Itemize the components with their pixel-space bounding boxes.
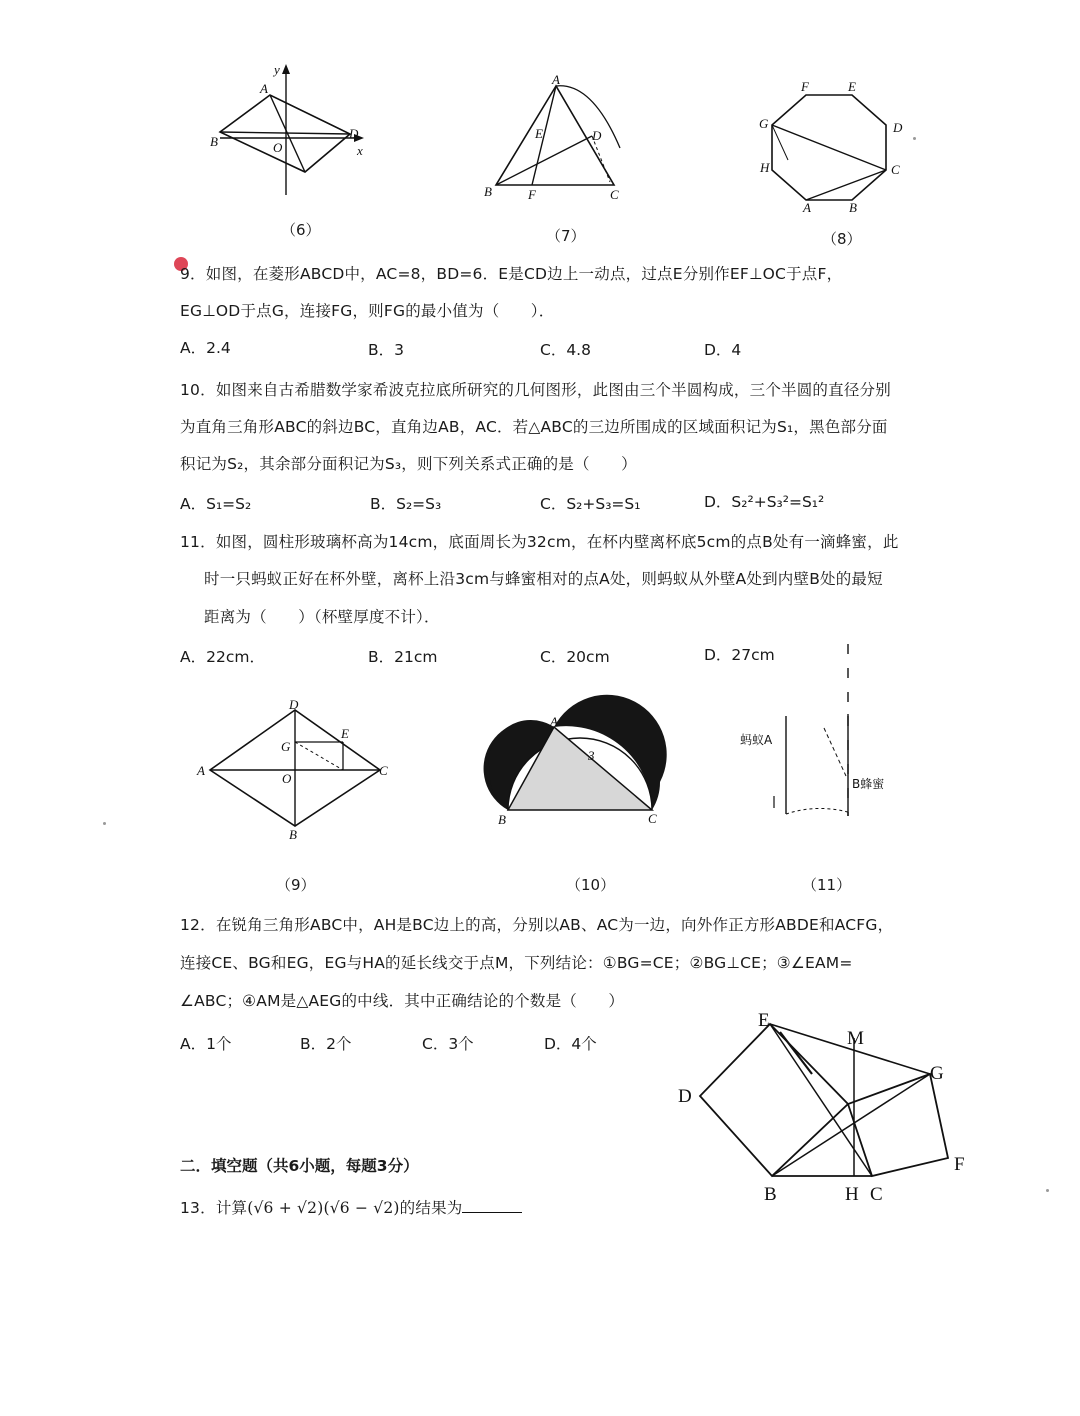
segment-fg xyxy=(295,742,343,770)
label-d: D xyxy=(289,697,299,712)
label-f: F xyxy=(801,79,809,94)
label-f: F xyxy=(954,1154,965,1175)
q13-prefix: 13．计算 xyxy=(180,1199,248,1217)
label-c: C xyxy=(870,1184,883,1205)
label-c: C xyxy=(648,811,657,826)
label-a: A xyxy=(260,81,268,96)
q12-line3: ∠ABC；④AM是△AEG的中线．其中正确结论的个数是（ ） xyxy=(180,992,625,1010)
caption-9: （9） xyxy=(276,876,316,894)
label-e: E xyxy=(341,726,349,741)
speck xyxy=(913,137,916,140)
label-b: B xyxy=(210,134,218,149)
figure-11-svg xyxy=(736,636,906,826)
label-c: C xyxy=(610,187,619,202)
figure-8-svg xyxy=(750,78,920,218)
label-x: x xyxy=(357,143,363,158)
figure-10-svg xyxy=(482,712,672,832)
label-a: A xyxy=(197,763,205,778)
speck xyxy=(103,822,106,825)
q12-option-c: C．3个 xyxy=(422,1035,474,1053)
label-g: G xyxy=(759,116,769,131)
q12-option-d: D．4个 xyxy=(544,1035,597,1053)
caption-7: （7） xyxy=(546,227,586,245)
label-e: E xyxy=(535,126,543,141)
cup-bottom xyxy=(786,808,848,814)
q11-option-d: D．27cm xyxy=(704,646,775,664)
label-h: H xyxy=(760,160,770,175)
label-e: E xyxy=(848,79,856,94)
label-f: F xyxy=(528,187,536,202)
y-axis-arrow xyxy=(282,64,290,74)
q11-line1: 11．如图，圆柱形玻璃杯高为14cm，底面周长为32cm，在杯内壁离杯底5cm的点B处有一滴蜂蜜，此 xyxy=(180,533,899,551)
q12-line1: 12．在锐角三角形ABC中，AH是BC边上的高，分别以AB、AC为一边，向外作正方形ABDE和ACFG， xyxy=(180,916,894,934)
q10-option-c: C．S₂+S₃=S₁ xyxy=(540,495,641,513)
label-o: O xyxy=(273,140,283,155)
label-ant: 蚂蚁A xyxy=(740,733,773,747)
label-d: D xyxy=(678,1086,692,1107)
q13-line xyxy=(180,1196,522,1218)
q13-answer-blank[interactable] xyxy=(462,1198,522,1213)
square-acfg xyxy=(848,1074,948,1176)
q9-line2: EG⊥OD于点G，连接FG，则FG的最小值为（ ）． xyxy=(180,302,555,320)
q9-option-d: D．4 xyxy=(704,341,742,359)
figure-7-svg xyxy=(480,70,640,210)
q10-option-a: A．S₁=S₂ xyxy=(180,495,252,513)
q9-option-b: B．3 xyxy=(368,341,404,359)
figure-6 xyxy=(200,60,380,204)
label-g: G xyxy=(930,1063,944,1084)
stroke-mark xyxy=(780,1032,812,1074)
q10-line1: 10．如图来自古希腊数学家希波克拉底所研究的几何图形，此图由三个半圆构成，三个半圆的直径分别 xyxy=(180,381,891,399)
label-b: B xyxy=(849,200,857,215)
figure-12-svg xyxy=(672,1004,982,1214)
segment-ab xyxy=(772,1104,848,1176)
q11-line2: 时一只蚂蚁正好在杯外壁，离杯上沿3cm与蜂蜜相对的点A处，则蚂蚁从外壁A处到内壁B处的最短 xyxy=(204,570,883,588)
segment-gc xyxy=(772,125,886,170)
label-b: B xyxy=(764,1184,777,1205)
segment-bg xyxy=(772,1074,930,1176)
q10-option-b: B．S₂=S₃ xyxy=(370,495,442,513)
label-a: A xyxy=(803,200,811,215)
q13-suffix: 的结果为 xyxy=(399,1199,463,1217)
q11-line3: 距离为（ ）（杯壁厚度不计）． xyxy=(204,608,440,626)
label-g: G xyxy=(281,739,291,754)
figure-10 xyxy=(482,712,672,836)
caption-6: （6） xyxy=(281,221,321,239)
label-b: B xyxy=(289,827,297,842)
caption-8: （8） xyxy=(822,230,862,248)
q9-option-a: A．2.4 xyxy=(180,339,231,357)
path-dashed xyxy=(824,728,846,776)
q11-option-c: C．20cm xyxy=(540,648,610,666)
section-2-title: 二．填空题（共6小题，每题3分） xyxy=(180,1157,419,1175)
figure-8 xyxy=(750,78,920,222)
q11-option-b: B．21cm xyxy=(368,648,438,666)
label-d: D xyxy=(592,128,602,143)
label-e: E xyxy=(758,1010,770,1031)
speck xyxy=(1046,1189,1049,1192)
figure-9 xyxy=(192,698,402,852)
diagonal-bd xyxy=(220,132,350,134)
q12-option-b: B．2个 xyxy=(300,1035,352,1053)
label-y: y xyxy=(274,62,280,77)
q10-line2: 为直角三角形ABC的斜边BC，直角边AB，AC．若△ABC的三边所围成的区域面积记为S₁，黑色部分面 xyxy=(180,418,888,436)
figure-11 xyxy=(736,636,906,830)
segment-ac xyxy=(848,1104,872,1176)
square-abde xyxy=(700,1024,848,1176)
figure-6-svg xyxy=(200,60,380,200)
q10-option-d: D．S₂²+S₃²=S₁² xyxy=(704,493,825,511)
label-h: H xyxy=(845,1184,859,1205)
caption-11: （11） xyxy=(802,876,852,894)
q12-line2: 连接CE、BG和EG，EG与HA的延长线交于点M，下列结论：①BG=CE；②BG⊥CE；③∠EAM= xyxy=(180,954,853,972)
q11-option-a: A．22cm． xyxy=(180,648,265,666)
q9-line1: 9．如图，在菱形ABCD中，AC=8，BD=6．E是CD边上一动点，过点E分别作EF⊥OC于点F， xyxy=(180,265,843,283)
q9-option-c: C．4.8 xyxy=(540,341,591,359)
label-a: A xyxy=(550,714,558,729)
label-a: A xyxy=(552,72,560,87)
segment-ad xyxy=(270,95,350,134)
q13-expression: (√6 + √2)(√6 − √2) xyxy=(247,1199,400,1217)
label-b: B xyxy=(484,184,492,199)
figure-9-svg xyxy=(192,698,402,848)
q12-option-a: A．1个 xyxy=(180,1035,232,1053)
label-c: C xyxy=(891,162,900,177)
label-3: 3 xyxy=(588,748,595,763)
caption-10: （10） xyxy=(566,876,616,894)
label-o: O xyxy=(282,771,292,786)
label-honey: B蜂蜜 xyxy=(852,777,885,791)
segment-ac xyxy=(806,170,886,200)
figure-7 xyxy=(480,70,640,214)
label-d: D xyxy=(349,126,359,141)
label-b: B xyxy=(498,812,506,827)
q10-line3: 积记为S₂，其余部分面积记为S₃，则下列关系式正确的是（ ） xyxy=(180,455,637,473)
label-c: C xyxy=(379,763,388,778)
figure-12 xyxy=(672,1004,982,1218)
label-d: D xyxy=(893,120,903,135)
label-m: M xyxy=(847,1028,864,1049)
